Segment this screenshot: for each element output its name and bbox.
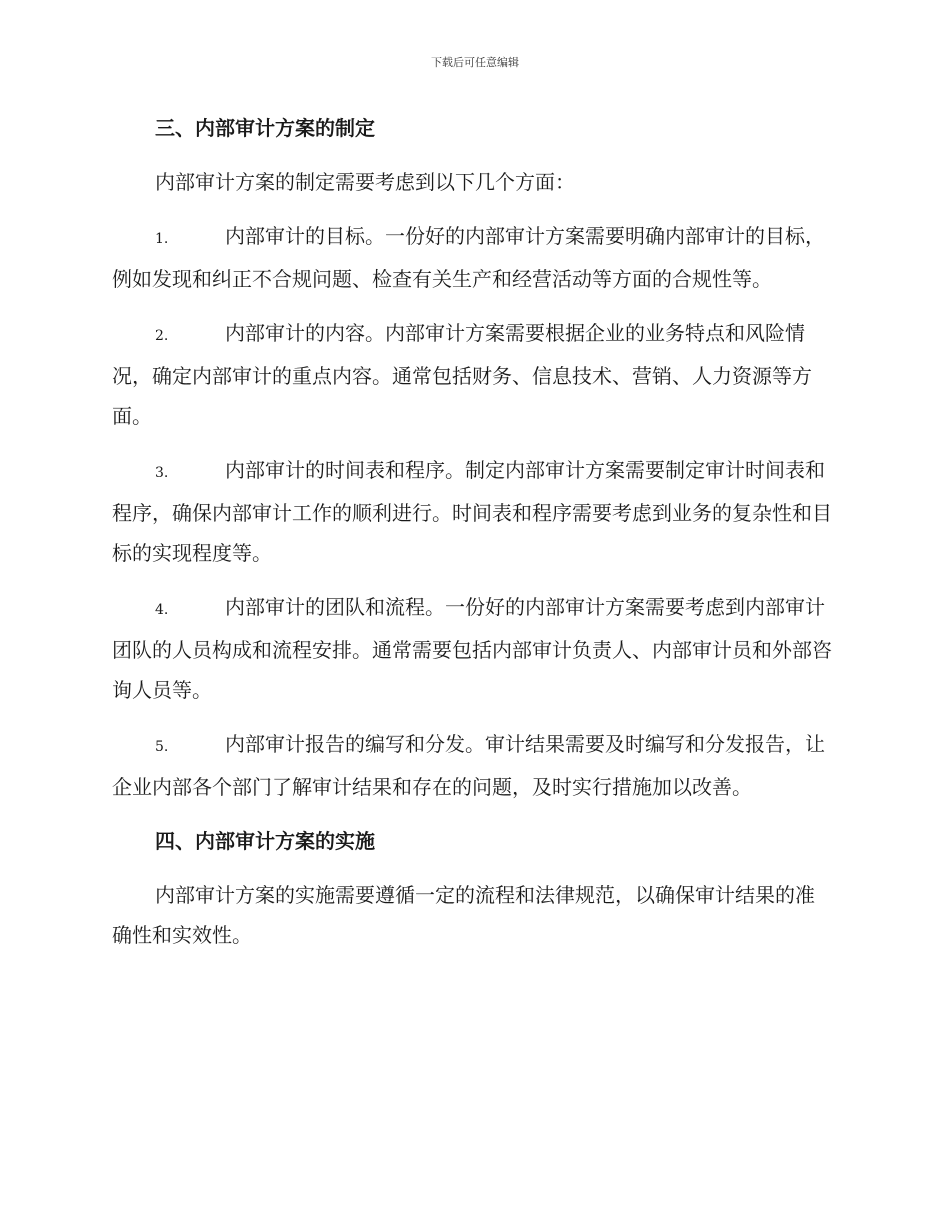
list-item-text: 内部审计报告的编写和分发。审计结果需要及时编写和分发报告，让企业内部各个部门了解审计结果和存在的问题，及时实行措施加以改善。 (112, 732, 825, 799)
page-header-note: 下载后可任意编辑 (431, 56, 519, 69)
list-item (112, 724, 832, 807)
list-item-number: 1. (155, 231, 169, 247)
list-item-text: 内部审计的内容。内部审计方案需要根据企业的业务特点和风险情况，确定内部审计的重点内容。通常包括财务、信息技术、营销、人力资源等方面。 (112, 321, 812, 428)
list-item-text: 内部审计的团队和流程。一份好的内部审计方案需要考虑到内部审计团队的人员构成和流程安排。通常需要包括内部审计负责人、内部审计员和外部咨询人员等。 (112, 595, 832, 702)
list-item-text: 内部审计的时间表和程序。制定内部审计方案需要制定审计时间表和程序，确保内部审计工作的顺利进行。时间表和程序需要考虑到业务的复杂性和目标的实现程度等。 (112, 458, 832, 565)
list-item-number: 3. (155, 465, 169, 481)
list-item (112, 216, 832, 299)
list-item (112, 313, 832, 436)
list-item-number: 2. (155, 328, 169, 344)
section-4-heading: 四、内部审计方案的实施 (155, 829, 375, 853)
list-item-text: 内部审计的目标。一份好的内部审计方案需要明确内部审计的目标，例如发现和纠正不合规问题、检查有关生产和经营活动等方面的合规性等。 (112, 224, 825, 291)
list-item-number: 4. (155, 602, 169, 618)
list-item-number: 5. (155, 739, 169, 755)
section-3-intro: 内部审计方案的制定需要考虑到以下几个方面： (155, 170, 575, 194)
section-4-intro: 内部审计方案的实施需要遵循一定的流程和法律规范，以确保审计结果的准确性和实效性。 (112, 883, 815, 947)
document-body (112, 108, 832, 969)
list-item (112, 587, 832, 710)
section-3-heading: 三、内部审计方案的制定 (155, 116, 375, 140)
list-item (112, 450, 832, 573)
